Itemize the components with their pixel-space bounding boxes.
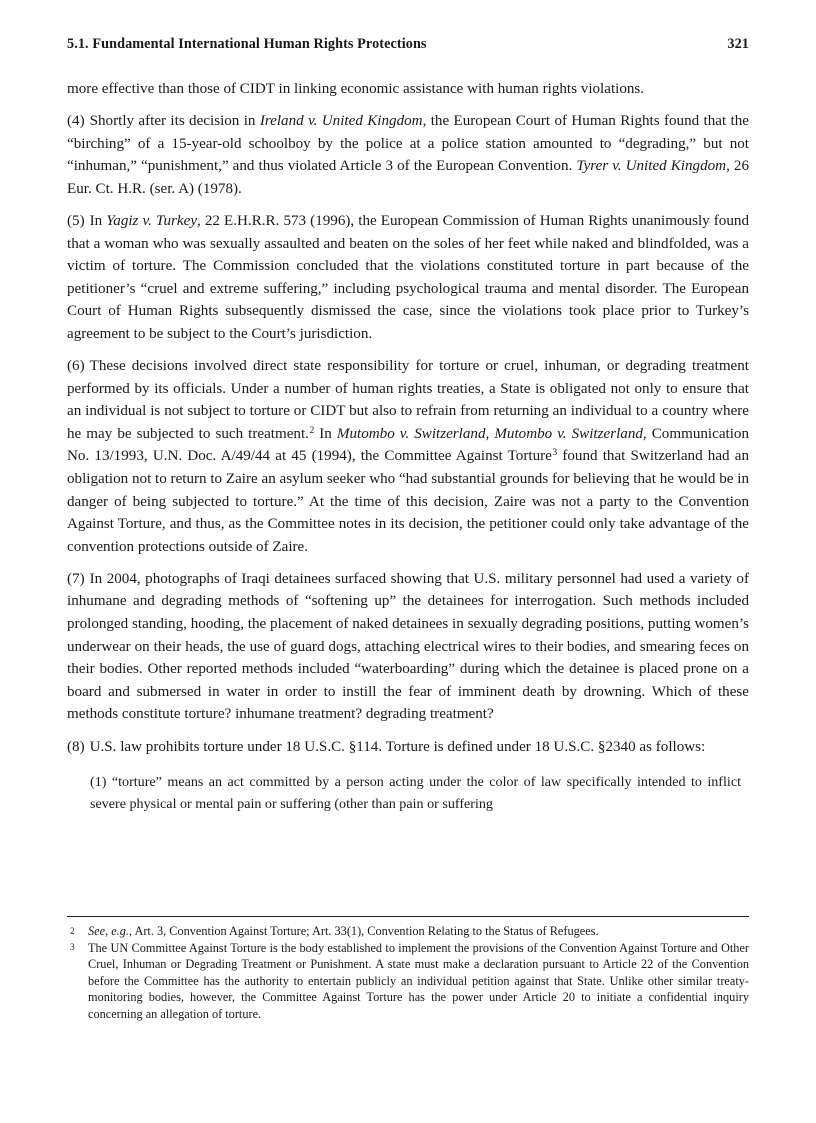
paragraph-5-text-1: In	[89, 212, 107, 229]
paragraph-7-number: (7)	[67, 570, 85, 587]
paragraph-6-text-5: found that Switzerland had an obligation not to return to Zaire an asylum seeker who “had substantial grounds for believing that he would be in danger of being subjected to torture.” At the time of this decision, Zaire was not a party to the Convention Against Torture, and thus, as the Committee notes in its decision, the petitioner could only take advantage of the convention protections outside of Zaire.	[67, 448, 750, 555]
footnote-3-marker: 3	[70, 942, 75, 953]
paragraph-6-text-1: These decisions involved direct state responsibility for torture or cruel, inhuman, or degrading treatment performed by its officials. Under a number of human rights treaties, a State is obligated not only to ensure that an individual is not subject to torture or CIDT but also to refrain from returning an individual to a country where he may be subjected to such treatment.	[67, 358, 749, 442]
footnote-reference-3[interactable]: 3	[552, 447, 558, 459]
case-name-ireland-v-united-kingdom: Ireland v. United Kingdom	[259, 113, 423, 130]
paragraph-4-number: (4)	[67, 113, 85, 130]
footnote-section	[67, 916, 749, 1022]
footnote-separator-rule	[67, 916, 749, 917]
paragraph-5	[67, 210, 749, 346]
running-header	[67, 36, 749, 53]
case-name-mutombo-v-switzerland-1: Mutombo v. Switzerland	[336, 425, 486, 442]
footnote-3	[67, 940, 749, 1022]
paragraph-6	[67, 355, 749, 558]
paragraph-6-text-2: In	[314, 425, 337, 442]
paragraph-6-text-4: , Communication No. 13/1993, U.N. Doc. A/49/44 at 45 (1994), the Committee Against Torture	[67, 425, 750, 465]
paragraph-5-text-2: , 22 E.H.R.R. 573 (1996), the European Commission of Human Rights unanimously found that a woman who was sexually assaulted and beaten on the soles of her feet while naked and blindfolded, was a victim of torture. The Commission concluded that the violations constituted torture in part because of the petitioner’s “cruel and extreme suffering,” including psychological trauma and mental disorder. The European Court of Human Rights subsequently dismissed the case, since the violations took place prior to Turkey’s agreement to be subject to the Court’s jurisdiction.	[67, 212, 749, 342]
footnote-2	[67, 923, 749, 939]
block-quote-statute	[67, 772, 749, 815]
footnote-2-text: , Art. 3, Convention Against Torture; Art. 33(1), Convention Relating to the Status of Refugees.	[128, 924, 599, 938]
body-text-column	[67, 78, 749, 815]
header-section-title: 5.1. Fundamental International Human Rights Protections	[67, 36, 427, 52]
footnote-reference-2[interactable]: 2	[309, 424, 315, 436]
paragraph-8-number: (8)	[67, 738, 85, 755]
page-number: 321	[727, 36, 749, 52]
case-name-mutombo-v-switzerland-2: Mutombo v. Switzerland	[494, 425, 643, 442]
case-name-yagiz-v-turkey: Yagiz v. Turkey	[106, 212, 198, 229]
case-name-tyrer-v-united-kingdom: Tyrer v. United Kingdom	[576, 158, 727, 175]
paragraph-7	[67, 568, 749, 726]
paragraph-continued	[67, 78, 749, 101]
paragraph-8-text: U.S. law prohibits torture under 18 U.S.C. §114. Torture is defined under 18 U.S.C. §2340 as follows:	[89, 738, 706, 755]
block-quote-text: (1) “torture” means an act committed by a person acting under the color of law specifically intended to inflict severe physical or mental pain or suffering (other than pain or suffering	[90, 774, 741, 812]
footnote-3-text: The UN Committee Against Torture is the body established to implement the provisions of the Convention Against Torture and Other Cruel, Inhuman or Degrading Treatment or Punishment. A state must make a declaration pursuant to Article 22 of the Convention before the Committee has the authority to entertain publicly an individual petition against that State. Unlike other similar treaty-monitoring bodies, however, the Committee Against Torture has the power under Article 20 to initiate a confidential inquiry concerning an allegation of torture.	[88, 940, 749, 1021]
paragraph-4-text-3: , 26 Eur. Ct. H.R. (ser. A) (1978).	[67, 158, 750, 197]
paragraph-7-text: In 2004, photographs of Iraqi detainees surfaced showing that U.S. military personnel had used a variety of inhumane and degrading methods of “softening up” the detainees for interrogation. Such methods included prolonged standing, hooding, the placement of naked detainees in sexually degrading positions, putting women’s underwear on their heads, the use of guard dogs, attaching electrical wires to their bodies, and smearing feces on their bodies. Other reported methods included “waterboarding” during which the detainee is placed prone on a board and submersed in water in order to instill the fear of imminent death by drowning. Which of these methods constitute torture? inhumane treatment? degrading treatment?	[67, 570, 749, 723]
paragraph-4	[67, 110, 749, 200]
paragraph-6-number: (6)	[67, 358, 85, 375]
paragraph-4-text-2: , the European Court of Human Rights found that the “birching” of a 15-year-old schoolboy by the police at a police station amounted to “degrading,” but not “inhuman,” “punishment,” and thus violated Article 3 of the European Convention.	[67, 113, 749, 175]
paragraph-continued-text: more effective than those of CIDT in linking economic assistance with human rights violations.	[67, 81, 645, 97]
paragraph-6-text-3: ,	[485, 425, 495, 442]
paragraph-8	[67, 736, 749, 759]
footnote-2-marker: 2	[70, 925, 75, 936]
footnote-2-italic-lead: See, e.g.	[88, 924, 129, 938]
paragraph-5-number: (5)	[67, 212, 85, 229]
paragraph-4-text-1: Shortly after its decision in	[89, 113, 260, 130]
